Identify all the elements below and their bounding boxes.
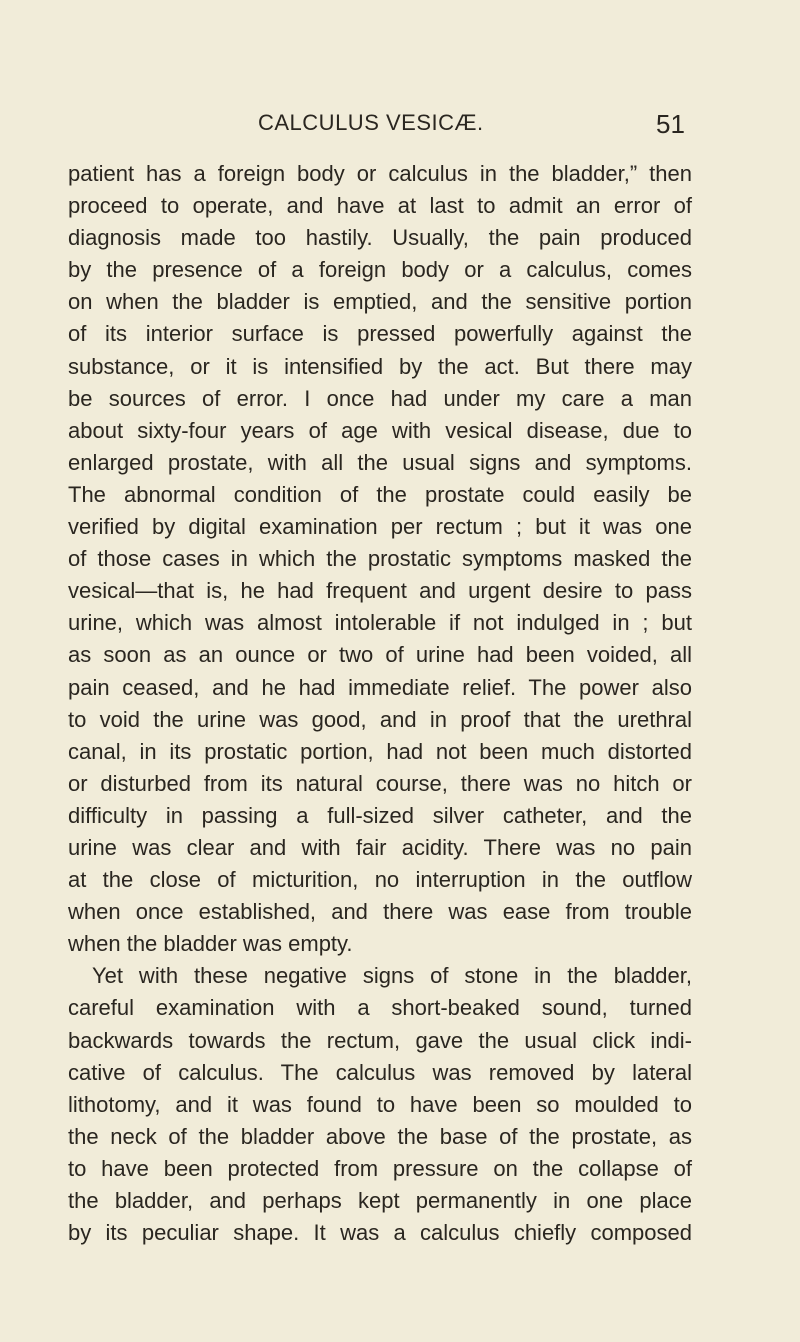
text-line: backwards towards the rectum, gave the usual click indi- — [68, 1027, 692, 1053]
text-line: proceed to operate, and have at last to admit an error of — [68, 193, 692, 219]
text-line: diagnosis made too hastily. Usually, the pain produced — [68, 225, 692, 251]
text-line: verified by digital examination per rectum ; but it was one — [68, 514, 692, 540]
text-line: of its interior surface is pressed powerfully against the — [68, 321, 692, 347]
text-line: careful examination with a short-beaked sound, turned — [68, 995, 692, 1021]
text-line: to have been protected from pressure on the collapse of — [68, 1155, 692, 1181]
text-line: The abnormal condition of the prostate could easily be — [68, 481, 692, 507]
text-line: patient has a foreign body or calculus in the bladder,” then — [68, 161, 692, 186]
body-text — [68, 158, 692, 1249]
text-line: canal, in its prostatic portion, had not been much distorted — [68, 738, 692, 764]
text-line: enlarged prostate, with all the usual signs and symptoms. — [68, 449, 692, 475]
text-line: urine was clear and with fair acidity. There was no pain — [68, 834, 692, 860]
text-line: be sources of error. I once had under my care a man — [68, 385, 692, 411]
text-line: of those cases in which the prostatic symptoms masked the — [68, 546, 692, 572]
text-line: at the close of micturition, no interruption in the outflow — [68, 867, 692, 893]
text-line: substance, or it is intensified by the act. But there may — [68, 353, 692, 379]
text-line: pain ceased, and he had immediate relief. The power also — [68, 674, 692, 700]
page-number: 51 — [656, 109, 685, 139]
text-line: by the presence of a foreign body or a calculus, comes — [68, 257, 692, 283]
paragraph-first-line: Yet with these negative signs of stone in the bladder, — [92, 963, 692, 989]
paragraph-last-line: when the bladder was empty. — [68, 931, 353, 957]
text-line: by its peculiar shape. It was a calculus chiefly composed — [68, 1220, 692, 1246]
text-line: difficulty in passing a full-sized silver catheter, and the — [68, 802, 692, 828]
text-line: about sixty-four years of age with vesical disease, due to — [68, 417, 692, 443]
running-head — [0, 108, 800, 138]
text-line: or disturbed from its natural course, there was no hitch or — [68, 770, 692, 796]
text-line: urine, which was almost intolerable if not indulged in ; but — [68, 610, 692, 636]
text-line: as soon as an ounce or two of urine had been voided, all — [68, 642, 692, 668]
text-line: the neck of the bladder above the base of the prostate, as — [68, 1123, 692, 1149]
text-line: vesical—that is, he had frequent and urgent desire to pass — [68, 578, 692, 604]
running-head-title: CALCULUS VESICÆ. — [258, 110, 484, 135]
text-line: on when the bladder is emptied, and the sensitive portion — [68, 289, 692, 315]
text-line: to void the urine was good, and in proof that the urethral — [68, 706, 692, 732]
text-line: the bladder, and perhaps kept permanently in one place — [68, 1188, 692, 1213]
text-line: when once established, and there was ease from trouble — [68, 899, 692, 925]
text-line: lithotomy, and it was found to have been so moulded to — [68, 1091, 692, 1117]
text-line: cative of calculus. The calculus was removed by lateral — [68, 1059, 692, 1085]
